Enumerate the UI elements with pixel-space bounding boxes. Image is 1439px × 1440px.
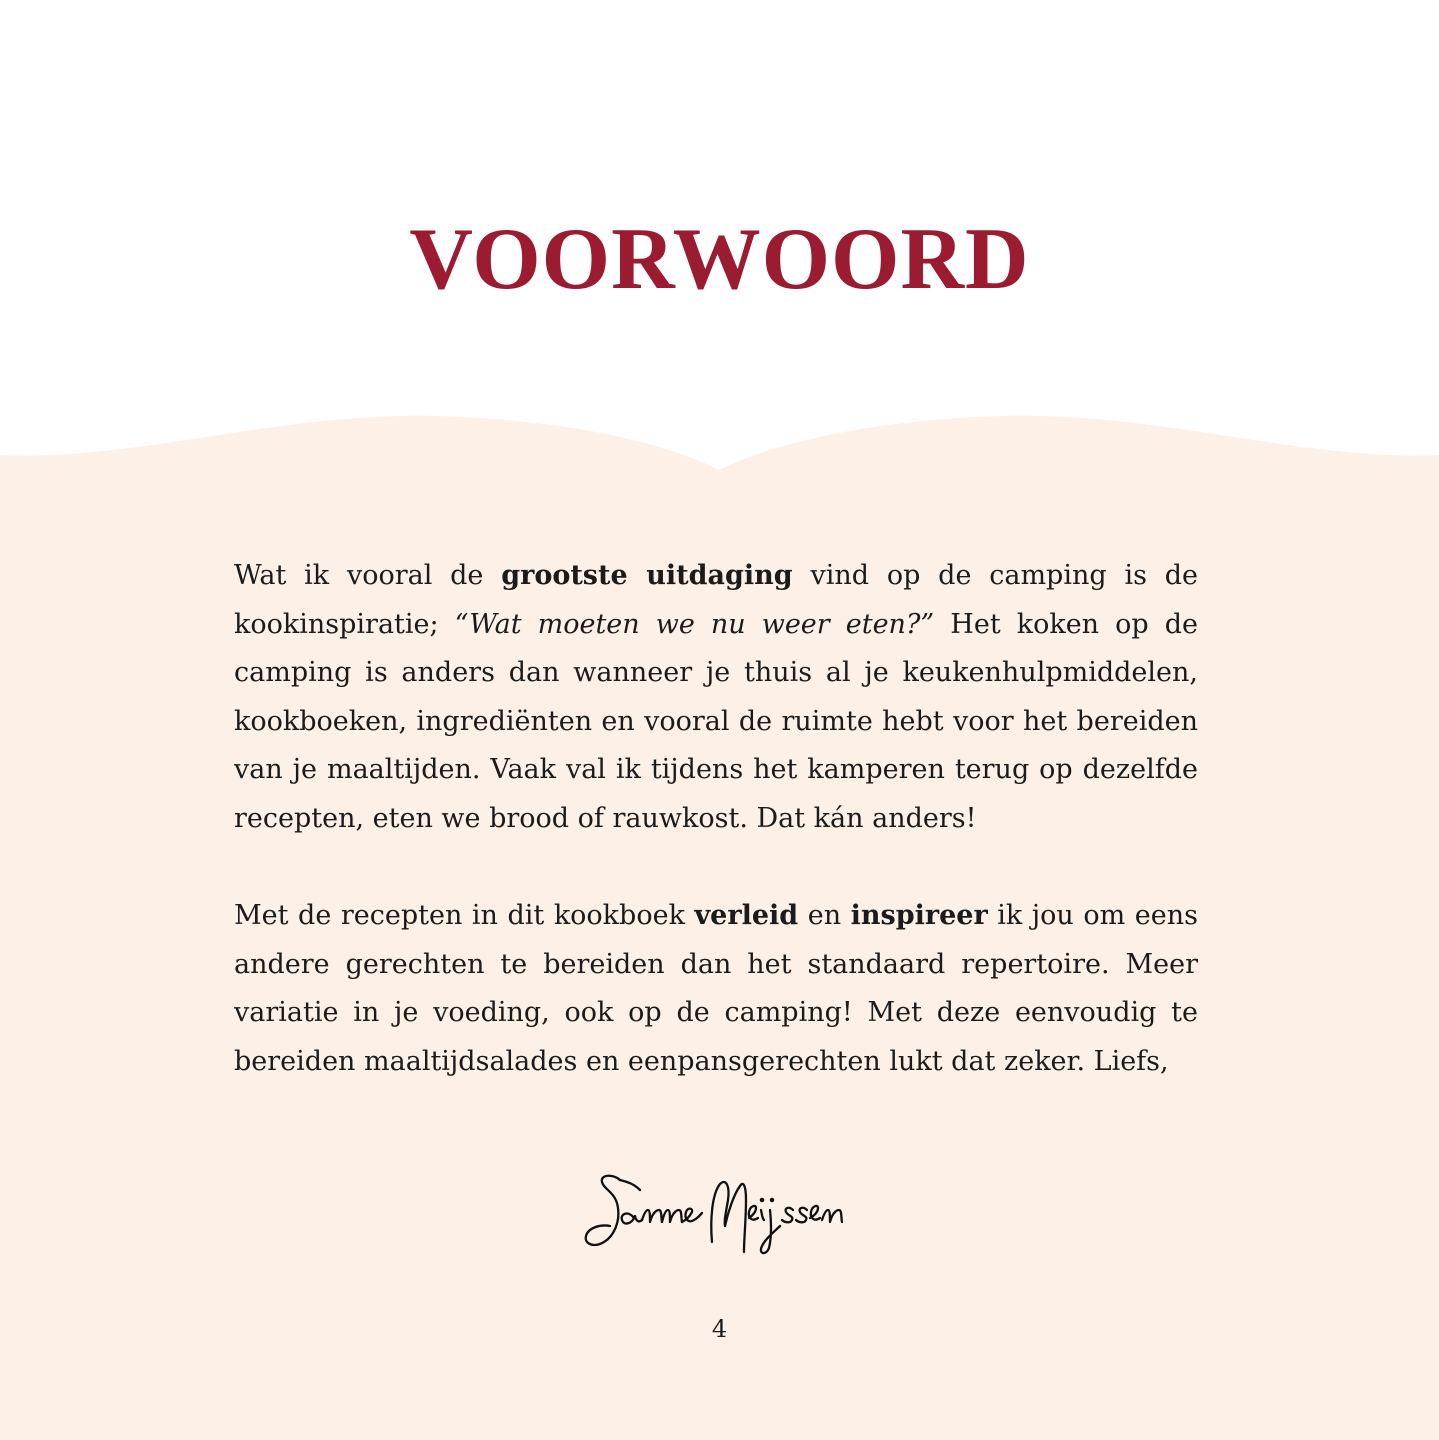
body-text — [234, 552, 1198, 1087]
highlight-verleid: verleid — [694, 900, 799, 932]
page-title: VOORWOORD — [409, 211, 1030, 308]
signature — [560, 1160, 880, 1270]
quote-text: “Wat moeten we nu weer eten?” — [454, 608, 935, 640]
highlight-grootste-uitdaging: grootste uitdaging — [501, 560, 793, 591]
highlight-inspireer: inspireer — [850, 900, 988, 932]
paragraph-2-text-a: Met de recepten in dit kookboek — [234, 900, 695, 932]
paragraph-2-text-b: en — [798, 900, 851, 932]
paragraph-2 — [234, 892, 1198, 1086]
paragraph-2-text-c: ik jou om eens andere gerechten te bereiden dan het standaard repertoire. Meer variatie in je voeding, ook op de camping! Met deze eenvoudig te bereiden maaltijdsalades en eenpansgerechten lukt dat zeker. Liefs, — [234, 900, 1198, 1077]
paragraph-1 — [234, 552, 1198, 844]
paragraph-1-text-b: vind op de camping is de kookinspiratie; — [234, 560, 1199, 640]
page-number: 4 — [711, 1315, 728, 1343]
paragraph-1-text-c: Het koken op de camping is anders dan wanneer je thuis al je keukenhulpmiddelen, kookboeken, ingrediënten en vooral de ruimte hebt voor het bereiden van je maaltijden. Vaak val ik tijdens het kamperen terug op dezelfde recepten, eten we brood of rauwkost. Dat kán anders! — [234, 608, 1198, 834]
paragraph-1-text-a: Wat ik vooral de — [234, 560, 502, 591]
